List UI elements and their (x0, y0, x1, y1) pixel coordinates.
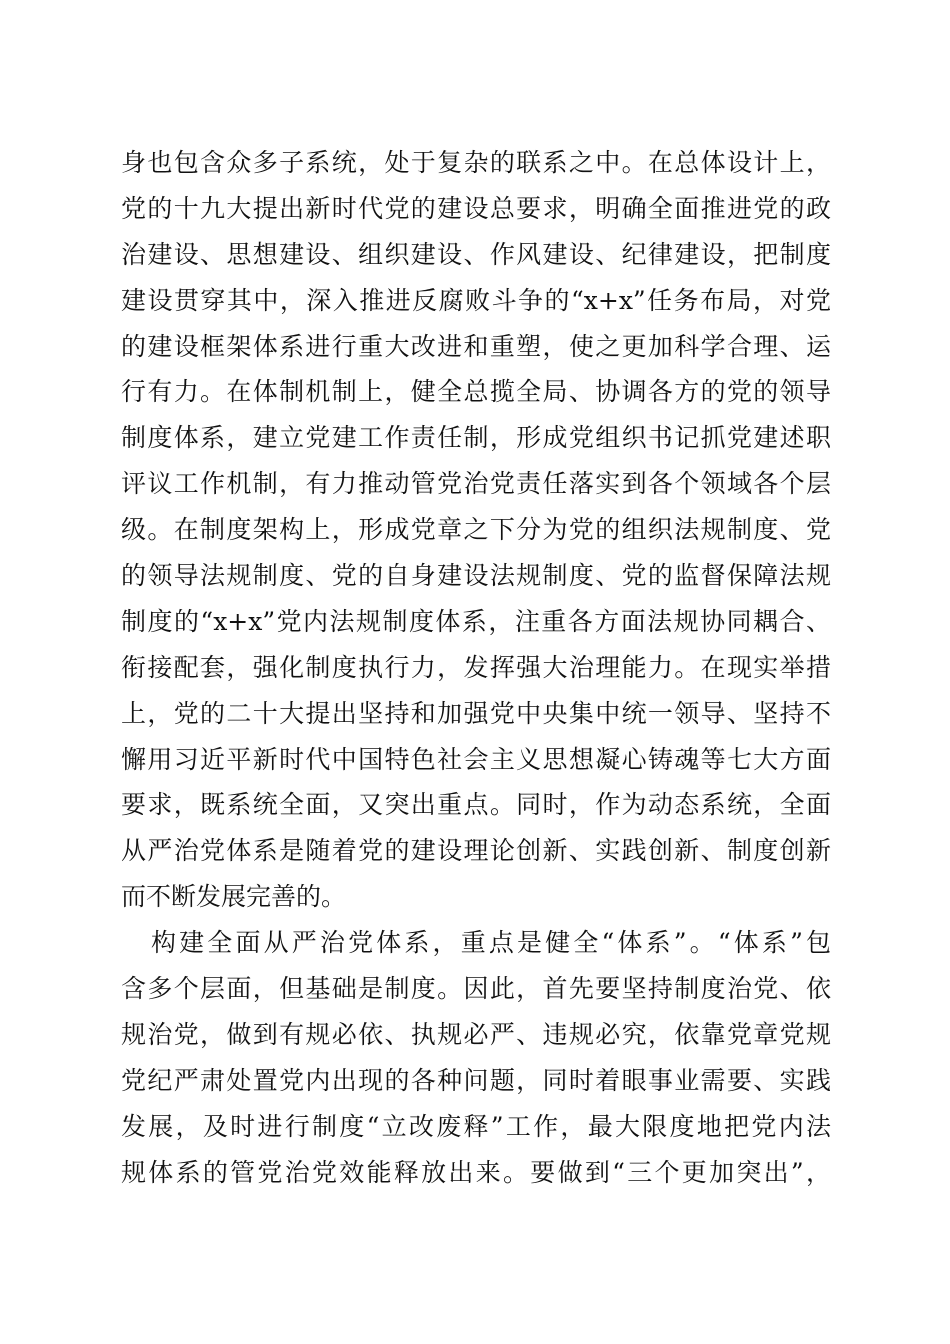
body-text (121, 140, 831, 1195)
text-line-16: 从严治党体系是随着党的建设理论创新、实践创新、制度创新 (121, 836, 831, 866)
text-line-17: 而不断发展完善的。 (121, 882, 347, 912)
text-line-21: 党纪严肃处置党内出现的各种问题，同时着眼事业需要、实践 (121, 1065, 831, 1095)
text-line-12: 衔接配套，强化制度执行力，发挥强大治理能力。在现实举措 (121, 652, 831, 682)
text-line-4: 建设贯穿其中，深入推进反腐败斗争的“x+x”任务布局，对党 (121, 285, 831, 315)
text-line-1: 身也包含众多子系统，处于复杂的联系之中。在总体设计上， (121, 148, 831, 177)
text-line-14: 懈用习近平新时代中国特色社会主义思想凝心铸魂等七大方面 (121, 744, 831, 774)
text-line-2: 党的十九大提出新时代党的建设总要求，明确全面推进党的政 (121, 193, 831, 223)
text-line-9: 级。在制度架构上，形成党章之下分为党的组织法规制度、党 (121, 515, 831, 545)
text-line-3: 治建设、思想建设、组织建设、作风建设、纪律建设，把制度 (121, 239, 831, 269)
text-line-8: 评议工作机制，有力推动管党治党责任落实到各个领域各个层 (121, 469, 831, 499)
text-line-7: 制度体系，建立党建工作责任制，形成党组织书记抓党建述职 (121, 423, 831, 453)
text-line-11: 制度的“x+x”党内法规制度体系，注重各方面法规协同耦合、 (121, 606, 831, 636)
text-line-15: 要求，既系统全面，又突出重点。同时，作为动态系统，全面 (121, 790, 831, 820)
text-line-6: 行有力。在体制机制上，健全总揽全局、协调各方的党的领导 (121, 377, 831, 407)
text-line-19: 含多个层面，但基础是制度。因此，首先要坚持制度治党、依 (121, 974, 831, 1004)
text-line-18: 构建全面从严治党体系，重点是健全“体系”。“体系”包 (151, 928, 831, 958)
text-line-10: 的领导法规制度、党的自身建设法规制度、党的监督保障法规 (121, 561, 831, 591)
text-line-5: 的建设框架体系进行重大改进和重塑，使之更加科学合理、运 (121, 331, 831, 361)
text-line-23: 规体系的管党治党效能释放出来。要做到“三个更加突出”， (121, 1157, 831, 1187)
text-line-22: 发展，及时进行制度“立改废释”工作，最大限度地把党内法 (121, 1111, 831, 1141)
text-line-13: 上，党的二十大提出坚持和加强党中央集中统一领导、坚持不 (121, 698, 831, 728)
text-line-20: 规治党，做到有规必依、执规必严、违规必究，依靠党章党规 (121, 1019, 831, 1049)
